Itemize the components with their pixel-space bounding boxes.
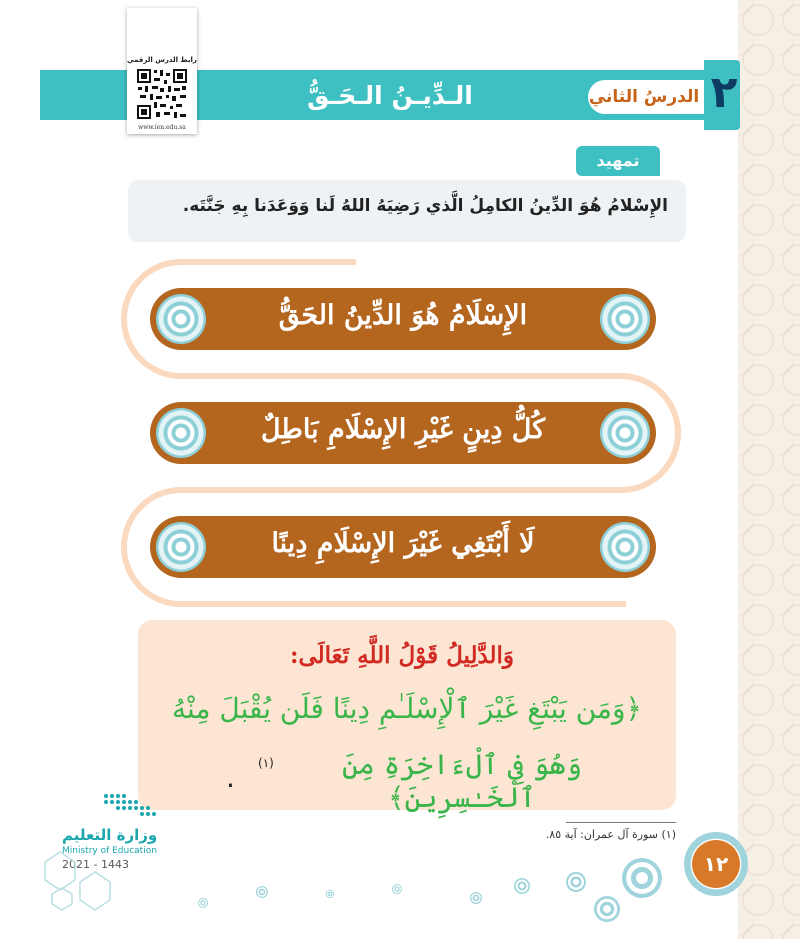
footnote-text: (١) سورة آل عمران: آية ٨٥. — [545, 828, 676, 841]
evidence-heading: وَالدَّلِيلُ قَوْلُ اللَّهِ تَعَالَى: — [289, 642, 515, 669]
rosette-icon — [600, 522, 650, 572]
rosette-icon — [600, 408, 650, 458]
verse-line: ﴿وَمَن يَبْتَغِ غَيْرَ ٱلْإِسْلَـٰمِ دِينًا فَلَن يُقْبَلَ مِنْهُ — [172, 692, 642, 725]
statement-text: لَا أَبْتَغِي غَيْرَ الإِسْلَامِ دِينًا — [271, 528, 535, 559]
page-number: ١٢ — [703, 852, 729, 876]
decorative-rosette — [566, 872, 586, 892]
intro-tab-label: تمهيد — [596, 151, 640, 170]
ministry-years: 2021 - 1443 — [62, 858, 129, 871]
decorative-rosette — [622, 858, 662, 898]
decorative-rosette — [470, 892, 482, 904]
rosette-icon — [156, 294, 206, 344]
footnote-rule — [566, 822, 676, 823]
rosette-icon — [156, 408, 206, 458]
rosette-icon — [600, 294, 650, 344]
footnote-marker[interactable]: (١) — [258, 756, 274, 770]
geometric-pattern-icon — [40, 842, 150, 912]
decorative-rosette — [514, 878, 530, 894]
lesson-number: ٢ — [710, 67, 738, 118]
ministry-name-en: Ministry of Education — [62, 846, 157, 856]
verse-line: وَهُوَ فِى ٱلْءَاخِرَةِ مِنَ ٱلْخَـٰسِرِينَ﴾ — [342, 748, 582, 814]
decorative-rosette — [198, 898, 208, 908]
ministry-logo — [40, 792, 180, 912]
decorative-rosette — [256, 886, 268, 898]
ministry-logo-dots-icon — [102, 792, 182, 822]
decorative-rosette — [326, 890, 334, 898]
lesson-title: الـدِّيـنُ الـحَـقُّ — [307, 81, 473, 110]
decorative-rosette — [594, 896, 620, 922]
verse-end-mark: . — [226, 761, 235, 794]
rosette-icon — [156, 522, 206, 572]
qr-url[interactable]: www.ien.edu.sa — [138, 124, 186, 131]
ministry-name-ar: وزارة التعليم — [62, 826, 158, 844]
lesson-label: الدرسُ الثاني — [588, 87, 700, 107]
qr-caption: رابط الدرس الرقمي — [127, 56, 197, 64]
decorative-rosette — [392, 884, 402, 894]
intro-text: الإِسْلامُ هُوَ الدِّينُ الكامِلُ الَّذي رَضِيَهُ اللهُ لَنا وَوَعَدَنا بِهِ جَنَّتَه. — [182, 196, 668, 216]
statement-text: كُلُّ دِينٍ غَيْرِ الإِسْلَامِ بَاطِلٌ — [260, 414, 546, 445]
statement-text: الإِسْلَامُ هُوَ الدِّينُ الحَقُّ — [278, 300, 528, 331]
